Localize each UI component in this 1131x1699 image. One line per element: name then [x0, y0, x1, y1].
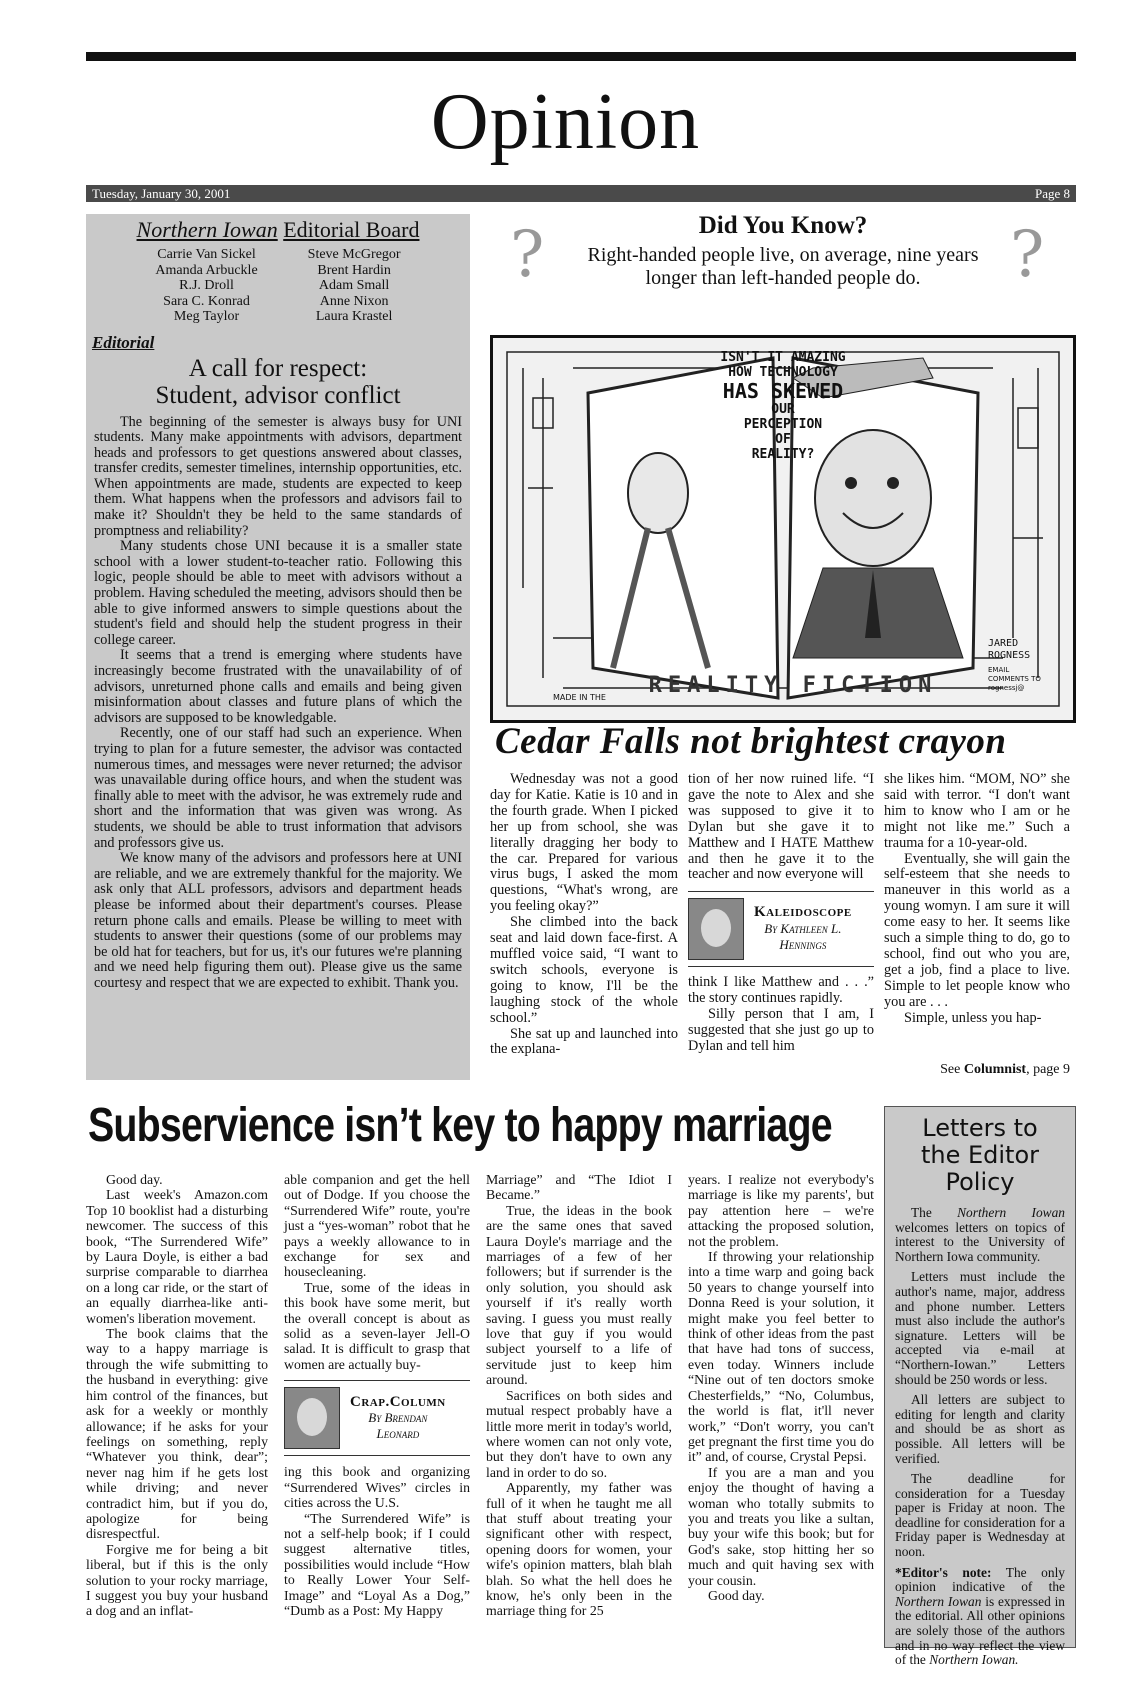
- board-member: R.J. Droll: [179, 278, 234, 293]
- letters-paragraph: Letters must include the author's name, major, address and phone number. Letters must also include the author's signature. Letters will be accepted via e-mail at “Northern-Iowan.” Letters should be 250 words or less.: [895, 1269, 1065, 1387]
- column-paragraph: Wednesday was not a good day for Katie. Katie is 10 and in the fourth grade. When I picked her up from school, she was literally dragging her body to the car. Prepared for various virus bugs, I asked the mom questions, “What's wrong, are you feeling okay?”: [490, 771, 678, 915]
- page-number: Page 8: [1034, 186, 1070, 201]
- section-title: Opinion: [430, 78, 701, 166]
- columnist-photo: [688, 898, 744, 960]
- jump-line[interactable]: [884, 1062, 1070, 1078]
- paper-name: Northern Iowan.: [929, 1652, 1019, 1668]
- marriage-paragraph: True, the ideas in the book are the same ones that saved Laura Doyle's marriage and the marriages of a few of her followers; but if surrender is the only solution, you should ask yourself if it's really worth saving. I guess you must really love that guy if you would subject yourself to a life of servitude just to keep him around.: [486, 1202, 672, 1388]
- did-you-know-text: Right-handed people live, on average, nine years longer than left-handed people do.: [587, 244, 979, 289]
- board-member: Anne Nixon: [319, 293, 389, 309]
- marriage-paragraph: True, some of the ideas in this book have some merit, but the overall concept is about as solid as a seven-layer Jell-O salad. It is difficult to grasp that women are actually buy-: [284, 1279, 470, 1372]
- column-paragraph: Silly person that I am, I suggested that she just go up to Dylan and tell him: [688, 1006, 874, 1054]
- cartoon-caption-line: ISN'T IT AMAZING: [720, 350, 846, 365]
- marriage-byline: [284, 1380, 470, 1456]
- column-paragraph: She climbed into the back seat and laid down face-first. A muffled voice said, “I want to switch schools, everyone is going to know, I'll be the laughing stock of the whole school.”: [490, 914, 678, 1026]
- marriage-paragraph: Last week's Amazon.com Top 10 booklist had a disturbing newcomer. The success of this book, “The Surrendered Wife” by Laura Doyle, is either a bad surprise comparable to diarrhea on a long car ride, or the start of an equally diarrhea-like anti-women's liberation movement.: [86, 1187, 268, 1326]
- cartoon-signature: JARED ROGNESS: [988, 638, 1031, 661]
- column-col1: [490, 772, 678, 1058]
- columnist-credit: [350, 1395, 446, 1442]
- letters-paragraph: [895, 1206, 1065, 1264]
- cartoon-caption-line: REALITY?: [751, 447, 815, 462]
- board-member: Sara C. Konrad: [163, 293, 250, 309]
- marriage-paragraph: ing this book and organizing “Surrendered Wives” circles in cities across the U.S.: [284, 1464, 470, 1511]
- board-member: Adam Small: [318, 278, 390, 293]
- marriage-paragraph: years. I realize not everybody's marriage is like my parents', but pay attention here – we're attacking the proposed solution, not the problem.: [688, 1172, 874, 1249]
- editorial-paragraph: The beginning of the semester is always busy for UNI students. Many make appointments with advisors, department heads and professors to get questions answered about classes, transfer credits, semester timelines, internship opportunities, etc. When appointments are made, students are expected to keep them. What happens when the professors and advisors fail to make it? Shouldn't they be held to the same standards of promptness and reliability?: [94, 413, 462, 539]
- cartoon-caption-line: OUR: [771, 402, 795, 417]
- editors-note: [895, 1566, 1065, 1668]
- editorial-body: [86, 409, 470, 992]
- marriage-headline: Subservience isn’t key to happy marriage: [88, 1099, 832, 1152]
- columnist-credit: [754, 905, 852, 953]
- editorial-headline-line2: Student, advisor conflict: [155, 381, 401, 409]
- marriage-paragraph: Forgive me for being a bit liberal, but if this is the only solution to your rocky marriage, I suggest you buy your husband a dog and an inflat-: [86, 1541, 268, 1619]
- board-label: Editorial Board: [283, 217, 420, 242]
- letters-text: is expressed in the editorial. All other opinions are solely those of the authors and in no way reflect the view of the: [895, 1593, 1065, 1668]
- question-mark-left-icon: ?: [510, 218, 545, 292]
- column-paragraph: think I like Matthew and . . .” the story continues rapidly.: [688, 974, 874, 1007]
- cartoon-email-note: EMAIL COMMENTS TO rognessj@: [988, 666, 1041, 692]
- marriage-paragraph: Marriage” and “The Idiot I Became.”: [486, 1172, 672, 1203]
- did-you-know: [490, 208, 1076, 318]
- board-member: Meg Taylor: [173, 309, 240, 324]
- column-paragraph: She sat up and launched into the explana-: [490, 1025, 678, 1058]
- lollipop-head: [628, 453, 688, 533]
- marriage-paragraph: Apparently, my father was full of it when he taught me all that stuff about treating your significant other with respect, opening doors for women, your wife's opinion matters, blah blah blah. So what the hell does he know, he's only been in the marriage thing for 25: [486, 1480, 672, 1619]
- editorial-paragraph: Many students chose UNI because it is a smaller state school with a lower student-to-teacher ratio. Following this logic, people should be able to meet with advisors without a problem. Having scheduled the meeting, advisors should then be able to give informed answers to simple questions about the student's field and should help the student progress in their college career.: [94, 538, 462, 648]
- jump-prefix: See: [940, 1062, 964, 1077]
- did-you-know-title: Did You Know?: [698, 212, 868, 239]
- editorial-paragraph: We know many of the advisors and professors here at UNI are reliable, and we are extremely thankful for the majority. We ask only that ALL professors, advisors and department heads please be informed about their department's courses. Please return phone calls and emails. Please be willing to meet with students to answer their questions (some of our problems may be old hat for teachers, but for us, it's our futures we're planning and we need help figuring them out). Please give us the same courtesy and respect that we are expected to exhibit. Thank you.: [94, 850, 462, 991]
- marriage-paragraph: The book claims that the way to a happy marriage is through the wife submitting to the husband in everything: give him control of the finances, but ask for a weekly or monthly allowance; if he asks for your feelings on something, reply “Whatever you think, dear”; never nag him if he gets lost while driving; and never contradict him, but if you do, apologize for being disrespectful.: [86, 1326, 268, 1542]
- column-paragraph: she likes him. “MOM, NO” she said with terror. “I don't want him to know who I am or he might not like me.” Such a trauma for a 10-year-old.: [884, 771, 1070, 851]
- board-member: Brent Hardin: [317, 262, 391, 278]
- marriage-col2: [284, 1172, 470, 1618]
- letters-text: The only opinion indicative of the: [895, 1564, 1065, 1595]
- marriage-paragraph: Good day.: [106, 1172, 163, 1187]
- board-members: [86, 247, 470, 325]
- letters-heading: [885, 1115, 1075, 1196]
- marriage-paragraph: able companion and get the hell out of Dodge. If you choose the “Surrendered Wife” route, you're just a “yes-woman” robot that he pays a weekly allowance to in exchange for sex and housecleaning.: [284, 1172, 470, 1280]
- issue-date: Tuesday, January 30, 2001: [92, 186, 231, 201]
- cartoon-caption-line: PERCEPTION: [743, 417, 823, 432]
- editorial-headline-line1: A call for respect:: [188, 354, 368, 382]
- column-byline: [688, 891, 874, 967]
- board-member: Laura Krastel: [315, 309, 393, 324]
- column-col3: [884, 772, 1070, 1027]
- column-byline-name: Hennings: [779, 937, 827, 953]
- cartoon-caption: [693, 350, 873, 462]
- editorial-label: Editorial: [92, 332, 155, 352]
- marriage-paragraph: “The Surrendered Wife” is not a self-help book; if I could suggest alternative titles, possibilities would include “How to Really Lower Your Self-Image” and “Loyal As a Dog,” “Dumb as a Post: My Happy: [284, 1510, 470, 1618]
- column-paragraph: tion of her now ruined life. “I gave the note to Alex and she was supposed to give it to Dylan but she gave it to Matthew and I HATE Matthew and then he gave it to the teacher and now everyone will: [688, 771, 874, 883]
- letters-heading-line: Letters to: [922, 1114, 1038, 1142]
- letters-text: welcomes letters on topics of interest to the University of Northern Iowa community.: [895, 1219, 1065, 1264]
- marriage-byline-name: Leonard: [376, 1425, 420, 1441]
- letters-policy-box: [884, 1106, 1076, 1668]
- editorial-cartoon: [490, 335, 1076, 723]
- marriage-byline-by: By Brendan: [368, 1409, 428, 1425]
- members-left: [155, 247, 257, 325]
- column-byline-by: By Kathleen L.: [764, 921, 842, 937]
- editors-note-label: *Editor's note:: [895, 1564, 992, 1580]
- column-paragraph: Simple, unless you hap-: [904, 1009, 1042, 1026]
- board-member: Amanda Arbuckle: [155, 262, 258, 278]
- paper-name: Northern Iowan: [957, 1205, 1065, 1220]
- paper-name: Northern Iowan: [895, 1593, 982, 1609]
- jump-suffix: , page 9: [1026, 1062, 1070, 1077]
- marriage-col4: [688, 1172, 874, 1603]
- editorial-headline: [86, 355, 470, 409]
- editorial-paragraph: It seems that a trend is emerging where students have increasingly become frustrated with the unavailability of of advisors, unreturned phone calls and emails and being given misinformation about classes and future plans of which the advisors are supposed to be knowledgable.: [94, 647, 462, 726]
- letters-body: [885, 1206, 1075, 1668]
- marriage-kicker: Crap.Column: [350, 1393, 446, 1410]
- letters-paragraph: The deadline for consideration for a Tuesday paper is Friday at noon. The deadline for consideration for a Friday paper is Wednesday at noon.: [895, 1471, 1065, 1560]
- marriage-paragraph: Good day.: [708, 1587, 765, 1603]
- marriage-col1: [86, 1172, 268, 1619]
- cartoon-made-in: MADE IN THE: [553, 693, 606, 702]
- top-rule: [86, 52, 1076, 61]
- board-member: Carrie Van Sickel: [157, 247, 256, 262]
- jump-target: Columnist: [963, 1062, 1027, 1077]
- editorial-paragraph: Recently, one of our staff had such an experience. When trying to plan for a future semester, the advisor was contacted numerous times, and messages were never returned; the advisor was unavailable during office hours, and when the student was finally able to meet with the advisor, he was extremely rude and short and the information that was given was wrong. As students, we should be able to trust information that advisors and professors give us.: [94, 725, 462, 851]
- board-member: Steve McGregor: [307, 247, 401, 262]
- columnist-photo: [284, 1387, 340, 1449]
- column-col2: [688, 772, 874, 1055]
- cartoon-caption-line: HOW TECHNOLOGY: [728, 365, 838, 380]
- letters-heading-line: Policy: [945, 1168, 1015, 1196]
- letters-heading-line: the Editor: [920, 1141, 1040, 1169]
- date-bar: [86, 185, 1076, 202]
- cartoon-caption-line: HAS SKEWED: [722, 379, 844, 403]
- question-mark-right-icon: ?: [1010, 218, 1045, 292]
- column-headline: Cedar Falls not brightest crayon: [495, 721, 1007, 762]
- marriage-paragraph: If throwing your relationship into a time warp and going back 50 years to change yourself into Donna Reed is your solution, it might make you feel better to think of other ideas from the past that have had tons of success, even today. Winners include “Nine out of ten doctors smoke Chesterfields,” “No, Columbus, the world is flat, it'll never work,” “Don't worry, you can't get pregnant the first time you do it” and, of course, Crystal Pepsi.: [688, 1249, 874, 1465]
- marriage-paragraph: If you are a man and you enjoy the thought of having a woman who totally submits to you and treats you like a sultan, buy your wife this book; but for God's sake, stop hitting her so much and quit having sex with your cousin.: [688, 1464, 874, 1588]
- letters-paragraph: All letters are subject to editing for length and clarity and should be as short as possible. All letters will be verified.: [895, 1392, 1065, 1466]
- letters-text: The: [911, 1205, 958, 1220]
- members-right: [308, 247, 401, 325]
- marriage-col3: [486, 1172, 672, 1619]
- editorial-board-title: [86, 217, 470, 243]
- editorial-box: [86, 214, 470, 1080]
- cartoon-caption-line: OF: [775, 432, 791, 447]
- column-paragraph: Eventually, she will gain the self-esteem that she needs to maneuver in this world as a young womyn. I am sure it will come easy to her. It seems like such a simple thing to do, go to school, find out who you are, get a job, find a place to live. Simple to let people know who you are . . .: [884, 850, 1070, 1010]
- column-kicker: Kaleidoscope: [754, 904, 852, 921]
- paper-name: Northern Iowan: [136, 217, 278, 242]
- cartoon-bottom-text: REALITY FICTION: [648, 673, 938, 698]
- marriage-paragraph: Sacrifices on both sides and mutual respect probably have a little more merit in today's world, where women can not only vote, but they don't have to own any land in order to do so.: [486, 1387, 672, 1480]
